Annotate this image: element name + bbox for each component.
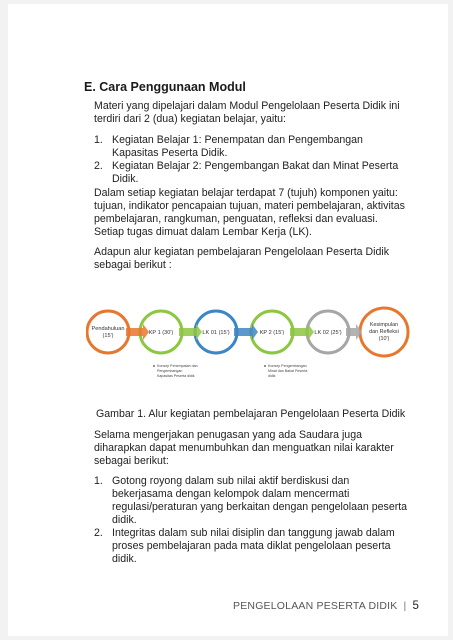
components-line-4: Setiap tugas dimuat dalam Lembar Kerja (LK).: [94, 226, 312, 238]
char-item-2-line-2: proses pembelajaran pada mata diklat pengelolaan peserta: [112, 540, 391, 552]
node-label-lk01: LK 01 (15'): [202, 330, 230, 336]
intro-line-2: terdiri dari 2 (dua) kegiatan belajar, yaitu:: [94, 113, 286, 125]
note-kp1-line-2: Pengembangan: [157, 369, 183, 373]
char-item-1-number: 1.: [94, 475, 103, 487]
flow-intro-line-1: Adapun alur kegiatan pembelajaran Pengelolaan Peserta Didik: [94, 246, 390, 258]
char-item-2-number: 2.: [94, 527, 103, 539]
character-line-2: diharapkan dapat menumbuhkan dan menguatkan nilai karakter: [94, 442, 394, 454]
note-kp2-line-2: Minat dan Bakat Peserta: [268, 369, 308, 373]
kb-item-1-line-2: Kapasitas Peserta Didik.: [112, 147, 228, 159]
footer-separator: |: [403, 600, 407, 612]
node-label-kesimpulan-1: Kesimpulan: [369, 322, 399, 328]
kb-item-1-line-1: Kegiatan Belajar 1: Penempatan dan Pengembangan: [112, 134, 363, 146]
note-kp1-line-1: Konsep Penempatan dan: [157, 364, 198, 368]
node-label-kp2: KP 2 (15'): [259, 330, 285, 336]
note-bullet: [264, 365, 266, 367]
note-kp2-line-3: didik: [268, 374, 276, 378]
char-item-2-line-3: didik.: [112, 553, 137, 565]
kb-item-2-line-1: Kegiatan Belajar 2: Pengembangan Bakat dan Minat Peserta: [112, 160, 399, 172]
page-footer: [233, 600, 419, 612]
learning-flow-diagram: [86, 300, 416, 395]
section-heading: E. Cara Penggunaan Modul: [84, 80, 246, 94]
intro-line-1: Materi yang dipelajari dalam Modul Pengelolaan Peserta Didik ini: [94, 100, 400, 112]
kb-item-2-number: 2.: [94, 160, 103, 172]
node-label-lk02: LK 02 (25'): [314, 330, 342, 336]
char-item-1-line-4: didik.: [112, 514, 137, 526]
figure-caption: Gambar 1. Alur kegiatan pembelajaran Pengelolaan Peserta Didik: [96, 408, 406, 420]
document-page: [8, 4, 448, 636]
node-label-kp1: KP 1 (30'): [148, 330, 174, 336]
components-line-2: tujuan, indikator pencapaian tujuan, materi pembelajaran, aktivitas: [94, 200, 405, 212]
char-item-1-line-1: Gotong royong dalam sub nilai aktif berdiskusi dan: [112, 475, 350, 487]
components-line-1: Dalam setiap kegiatan belajar terdapat 7 (tujuh) komponen yaitu:: [94, 187, 398, 199]
flow-intro-line-2: sebagai berikut :: [94, 259, 172, 271]
node-label-kesimpulan-2: dan Refleksi: [369, 329, 399, 335]
page-number: 5: [412, 600, 420, 612]
node-label-pendahuluan: Pendahuluan: [91, 326, 125, 332]
note-kp1-line-3: Kapasitas Peserta didik: [157, 374, 195, 378]
note-bullet: [153, 365, 155, 367]
char-item-1-line-2: bekerjasama dengan kelompok dalam mencermati: [112, 488, 350, 500]
character-line-3: sebagai berikut:: [94, 455, 169, 467]
node-label-kesimpulan-3: (10'): [378, 336, 390, 342]
node-label-pendahuluan-time: (15'): [102, 333, 114, 339]
char-item-2-line-1: Integritas dalam sub nilai disiplin dan tanggung jawab dalam: [112, 527, 395, 539]
footer-title: PENGELOLAAN PESERTA DIDIK: [233, 600, 398, 612]
components-line-3: pembelajaran, rangkuman, penguatan, refleksi dan evaluasi.: [94, 213, 378, 225]
kb-item-2-line-2: Didik.: [112, 173, 139, 185]
kb-item-1-number: 1.: [94, 134, 103, 146]
node-circle-pendahuluan: [87, 311, 129, 353]
character-line-1: Selama mengerjakan penugasan yang ada Saudara juga: [94, 429, 362, 441]
note-kp2-line-1: Konsep Pengembangan: [268, 364, 307, 368]
char-item-1-line-3: regulasi/peraturan yang berkaitan dengan pengelolaan peserta: [112, 501, 408, 513]
